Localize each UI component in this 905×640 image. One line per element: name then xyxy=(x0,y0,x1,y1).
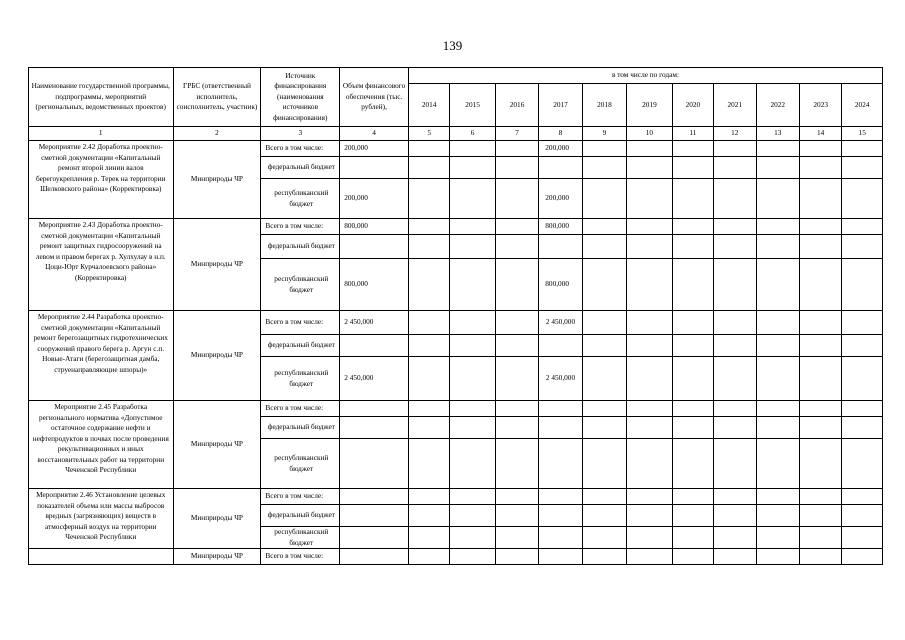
funding-source: Всего в том числе: xyxy=(261,141,340,157)
year-value xyxy=(408,549,449,565)
year-2017-value: 2 450,000 xyxy=(539,311,582,335)
year-value xyxy=(408,141,449,157)
funding-volume: 2 450,000 xyxy=(340,311,409,335)
header-volume: Объем финансового обеспечения (тыс. рублей), xyxy=(340,68,409,127)
funding-volume xyxy=(340,157,409,179)
funding-volume xyxy=(340,489,409,505)
activity-grbs: Минприроды ЧР xyxy=(173,311,261,401)
year-value xyxy=(842,549,883,565)
header-year: 2019 xyxy=(627,84,672,127)
year-value xyxy=(799,235,841,259)
year-value xyxy=(714,179,756,219)
year-value xyxy=(495,439,538,489)
year-value xyxy=(756,549,799,565)
header-year: 2017 xyxy=(539,84,582,127)
year-value xyxy=(450,489,495,505)
year-value xyxy=(495,335,538,357)
year-value xyxy=(842,439,883,489)
year-2017-value xyxy=(539,401,582,417)
year-value xyxy=(450,357,495,401)
column-number: 3 xyxy=(261,127,340,141)
year-value xyxy=(627,335,672,357)
budget-table xyxy=(28,67,883,565)
year-value xyxy=(408,439,449,489)
activity-grbs: Минприроды ЧР xyxy=(173,489,261,549)
funding-source: Всего в том числе: xyxy=(261,549,340,565)
year-value xyxy=(672,179,713,219)
funding-source: Всего в том числе: xyxy=(261,311,340,335)
year-value xyxy=(756,259,799,311)
year-value xyxy=(627,157,672,179)
year-value xyxy=(408,235,449,259)
funding-source: федеральный бюджет xyxy=(261,235,340,259)
header-year: 2021 xyxy=(714,84,756,127)
year-value xyxy=(450,259,495,311)
funding-volume xyxy=(340,401,409,417)
year-value xyxy=(714,357,756,401)
year-value xyxy=(450,157,495,179)
year-value xyxy=(799,157,841,179)
header-year: 2014 xyxy=(408,84,449,127)
column-number: 1 xyxy=(29,127,174,141)
year-value xyxy=(799,357,841,401)
year-value xyxy=(714,141,756,157)
column-number: 5 xyxy=(408,127,449,141)
year-value xyxy=(842,357,883,401)
funding-volume xyxy=(340,235,409,259)
year-value xyxy=(495,357,538,401)
year-value xyxy=(842,401,883,417)
year-value xyxy=(799,335,841,357)
activity-grbs: Минприроды ЧР xyxy=(173,219,261,311)
funding-volume xyxy=(340,527,409,549)
header-year: 2015 xyxy=(450,84,495,127)
activity-name: Мероприятие 2.46 Установление целевых показателей объема или массы выбросов вредных (загрязняющих) веществ в атмосферный воздух на территории Чеченской Республики xyxy=(29,489,174,549)
funding-source: федеральный бюджет xyxy=(261,417,340,439)
funding-source: Всего в том числе: xyxy=(261,489,340,505)
header-year: 2016 xyxy=(495,84,538,127)
header-years-group: в том числе по годам: xyxy=(408,68,882,84)
year-value xyxy=(842,311,883,335)
year-value xyxy=(672,259,713,311)
column-number: 13 xyxy=(756,127,799,141)
year-value xyxy=(582,311,626,335)
funding-source: федеральный бюджет xyxy=(261,335,340,357)
year-value xyxy=(714,439,756,489)
funding-source: Всего в том числе: xyxy=(261,401,340,417)
year-value xyxy=(495,141,538,157)
year-value xyxy=(799,311,841,335)
year-value xyxy=(714,401,756,417)
year-value xyxy=(450,141,495,157)
year-value xyxy=(582,357,626,401)
year-value xyxy=(627,417,672,439)
year-value xyxy=(495,417,538,439)
year-value xyxy=(582,549,626,565)
header-year: 2022 xyxy=(756,84,799,127)
year-value xyxy=(756,141,799,157)
funding-source: республиканский бюджет xyxy=(261,357,340,401)
year-value xyxy=(539,549,582,565)
year-value xyxy=(842,505,883,527)
year-value xyxy=(582,401,626,417)
column-number: 4 xyxy=(340,127,409,141)
year-value xyxy=(627,439,672,489)
table-row xyxy=(29,219,883,235)
year-value xyxy=(582,527,626,549)
year-value xyxy=(714,311,756,335)
year-value xyxy=(799,527,841,549)
year-value xyxy=(627,219,672,235)
year-value xyxy=(408,179,449,219)
year-value xyxy=(842,417,883,439)
year-2017-value: 800,000 xyxy=(539,259,582,311)
year-value xyxy=(450,505,495,527)
year-value xyxy=(408,505,449,527)
year-value xyxy=(450,219,495,235)
year-value xyxy=(340,549,409,565)
header-number-row xyxy=(29,127,883,141)
year-value xyxy=(842,235,883,259)
funding-source: республиканский бюджет xyxy=(261,439,340,489)
year-2017-value xyxy=(539,235,582,259)
year-value xyxy=(495,505,538,527)
year-value xyxy=(672,527,713,549)
year-value xyxy=(450,549,495,565)
year-value xyxy=(672,489,713,505)
year-value xyxy=(756,335,799,357)
year-value xyxy=(450,311,495,335)
year-value xyxy=(842,157,883,179)
year-value xyxy=(714,549,756,565)
year-value xyxy=(672,219,713,235)
table-row xyxy=(29,489,883,505)
year-2017-value xyxy=(539,335,582,357)
year-value xyxy=(842,219,883,235)
year-value xyxy=(582,489,626,505)
year-value xyxy=(495,527,538,549)
year-value xyxy=(799,179,841,219)
year-value xyxy=(714,527,756,549)
year-value xyxy=(842,335,883,357)
funding-volume: 800,000 xyxy=(340,219,409,235)
table-row xyxy=(29,549,883,565)
year-value xyxy=(627,179,672,219)
year-value xyxy=(495,179,538,219)
year-value xyxy=(582,157,626,179)
funding-volume xyxy=(340,417,409,439)
activity-name: Мероприятие 2.43 Доработка проектно-сметной документации «Капитальный ремонт защитных гидросооружений на левом и правом берегах р. Хулхулау в н.п. Цоци-Юрт Курчалоевского района» (Корректировка) xyxy=(29,219,174,311)
funding-source: федеральный бюджет xyxy=(261,157,340,179)
column-number: 9 xyxy=(582,127,626,141)
year-value xyxy=(842,489,883,505)
year-value xyxy=(842,179,883,219)
year-value xyxy=(627,505,672,527)
year-value xyxy=(408,157,449,179)
year-value xyxy=(495,489,538,505)
activity-name: Мероприятие 2.42 Доработка проектно-сметной документации «Капитальный ремонт второй линии валов берегоукрепления р. Терек на территории Шелковского района» (Корректировка) xyxy=(29,141,174,219)
year-value xyxy=(627,489,672,505)
year-value xyxy=(714,259,756,311)
year-value xyxy=(408,357,449,401)
funding-volume: 200,000 xyxy=(340,141,409,157)
year-value xyxy=(672,335,713,357)
year-value xyxy=(714,489,756,505)
year-value xyxy=(450,335,495,357)
year-value xyxy=(714,219,756,235)
year-value xyxy=(450,235,495,259)
year-value xyxy=(756,439,799,489)
year-value xyxy=(672,235,713,259)
funding-volume xyxy=(340,505,409,527)
year-value xyxy=(756,417,799,439)
year-value xyxy=(842,259,883,311)
year-value xyxy=(799,505,841,527)
activity-name: Мероприятие 2.45 Разработка регионального норматива «Допустимое остаточное содержание нефти и нефтепродуктов в почвах после проведения рекультивационных и иных восстановительных работ на территории Чеченской Республики xyxy=(29,401,174,489)
column-number: 2 xyxy=(173,127,261,141)
year-value xyxy=(582,505,626,527)
year-2017-value xyxy=(539,417,582,439)
year-2017-value xyxy=(539,157,582,179)
header-grbs: ГРБС (ответственный исполнитель, соисполнитель, участник) xyxy=(173,68,261,127)
table-row xyxy=(29,311,883,335)
year-value xyxy=(756,357,799,401)
year-value xyxy=(672,439,713,489)
funding-volume xyxy=(340,439,409,489)
year-value xyxy=(842,527,883,549)
year-value xyxy=(672,157,713,179)
year-value xyxy=(799,141,841,157)
funding-volume xyxy=(340,335,409,357)
year-value xyxy=(495,311,538,335)
year-value xyxy=(672,505,713,527)
year-value xyxy=(756,179,799,219)
year-2017-value: 2 450,000 xyxy=(539,357,582,401)
year-2017-value: 200,000 xyxy=(539,141,582,157)
activity-grbs: Минприроды ЧР xyxy=(173,141,261,219)
year-2017-value xyxy=(539,439,582,489)
year-value xyxy=(408,401,449,417)
year-value xyxy=(450,439,495,489)
column-number: 8 xyxy=(539,127,582,141)
funding-source: федеральный бюджет xyxy=(261,505,340,527)
year-value xyxy=(756,157,799,179)
funding-volume: 800,000 xyxy=(340,259,409,311)
year-value xyxy=(450,401,495,417)
page-number: 139 xyxy=(442,38,463,53)
year-value xyxy=(714,335,756,357)
year-value xyxy=(582,335,626,357)
activity-name xyxy=(29,549,174,565)
year-value xyxy=(799,439,841,489)
year-value xyxy=(408,219,449,235)
table-row xyxy=(29,401,883,417)
year-value xyxy=(408,311,449,335)
year-value xyxy=(627,141,672,157)
year-value xyxy=(450,417,495,439)
year-value xyxy=(582,179,626,219)
year-value xyxy=(495,235,538,259)
header-year: 2018 xyxy=(582,84,626,127)
header-year: 2023 xyxy=(799,84,841,127)
year-value xyxy=(627,235,672,259)
year-value xyxy=(450,179,495,219)
year-value xyxy=(756,219,799,235)
header-year: 2020 xyxy=(672,84,713,127)
funding-source: республиканский бюджет xyxy=(261,259,340,311)
column-number: 11 xyxy=(672,127,713,141)
year-value xyxy=(672,311,713,335)
year-value xyxy=(842,141,883,157)
funding-source: республиканский бюджет xyxy=(261,179,340,219)
activity-grbs: Минприроды ЧР xyxy=(173,549,261,565)
year-value xyxy=(495,401,538,417)
year-value xyxy=(799,489,841,505)
year-value xyxy=(672,357,713,401)
funding-volume: 200,000 xyxy=(340,179,409,219)
year-value xyxy=(714,157,756,179)
year-value xyxy=(756,311,799,335)
year-value xyxy=(756,401,799,417)
year-value xyxy=(582,219,626,235)
year-value xyxy=(582,141,626,157)
year-value xyxy=(756,235,799,259)
year-value xyxy=(408,489,449,505)
year-2017-value: 200,000 xyxy=(539,179,582,219)
year-value xyxy=(582,235,626,259)
year-2017-value xyxy=(539,505,582,527)
column-number: 6 xyxy=(450,127,495,141)
year-value xyxy=(756,489,799,505)
year-value xyxy=(408,417,449,439)
year-value xyxy=(495,549,538,565)
year-value xyxy=(495,157,538,179)
activity-name: Мероприятие 2.44 Разработка проектно-сметной документации «Капитальный ремонт берегозащитных гидротехнических сооружений правого берега р. Аргун с.п. Новые-Атаги (берегозащитная дамба, струенаправляющие шпоры)» xyxy=(29,311,174,401)
year-value xyxy=(627,259,672,311)
year-value xyxy=(408,259,449,311)
header-year: 2024 xyxy=(842,84,883,127)
header-name: Наименование государственной программы, подпрограммы, мероприятий (региональных, ведомственных проектов) xyxy=(29,68,174,127)
activity-grbs: Минприроды ЧР xyxy=(173,401,261,489)
year-2017-value xyxy=(539,489,582,505)
year-value xyxy=(495,219,538,235)
header-source: Источник финансирования (наименования источников финансирования) xyxy=(261,68,340,127)
year-value xyxy=(714,417,756,439)
year-value xyxy=(756,527,799,549)
funding-volume: 2 450,000 xyxy=(340,357,409,401)
year-value xyxy=(408,335,449,357)
year-value xyxy=(799,417,841,439)
year-value xyxy=(672,401,713,417)
year-value xyxy=(582,417,626,439)
column-number: 14 xyxy=(799,127,841,141)
year-value xyxy=(627,311,672,335)
year-value xyxy=(672,141,713,157)
year-value xyxy=(582,439,626,489)
column-number: 15 xyxy=(842,127,883,141)
year-value xyxy=(450,527,495,549)
year-value xyxy=(799,401,841,417)
year-value xyxy=(627,357,672,401)
year-value xyxy=(799,549,841,565)
column-number: 10 xyxy=(627,127,672,141)
year-value xyxy=(672,549,713,565)
year-value xyxy=(495,259,538,311)
funding-source: республиканский бюджет xyxy=(261,527,340,549)
year-value xyxy=(714,235,756,259)
funding-source: Всего в том числе: xyxy=(261,219,340,235)
column-number: 7 xyxy=(495,127,538,141)
column-number: 12 xyxy=(714,127,756,141)
year-value xyxy=(627,401,672,417)
year-value xyxy=(582,259,626,311)
year-value xyxy=(714,505,756,527)
year-2017-value: 800,000 xyxy=(539,219,582,235)
year-value xyxy=(627,549,672,565)
year-value xyxy=(799,259,841,311)
year-2017-value xyxy=(539,527,582,549)
year-value xyxy=(756,505,799,527)
year-value xyxy=(627,527,672,549)
year-value xyxy=(799,219,841,235)
table-row xyxy=(29,141,883,157)
year-value xyxy=(672,417,713,439)
year-value xyxy=(408,527,449,549)
